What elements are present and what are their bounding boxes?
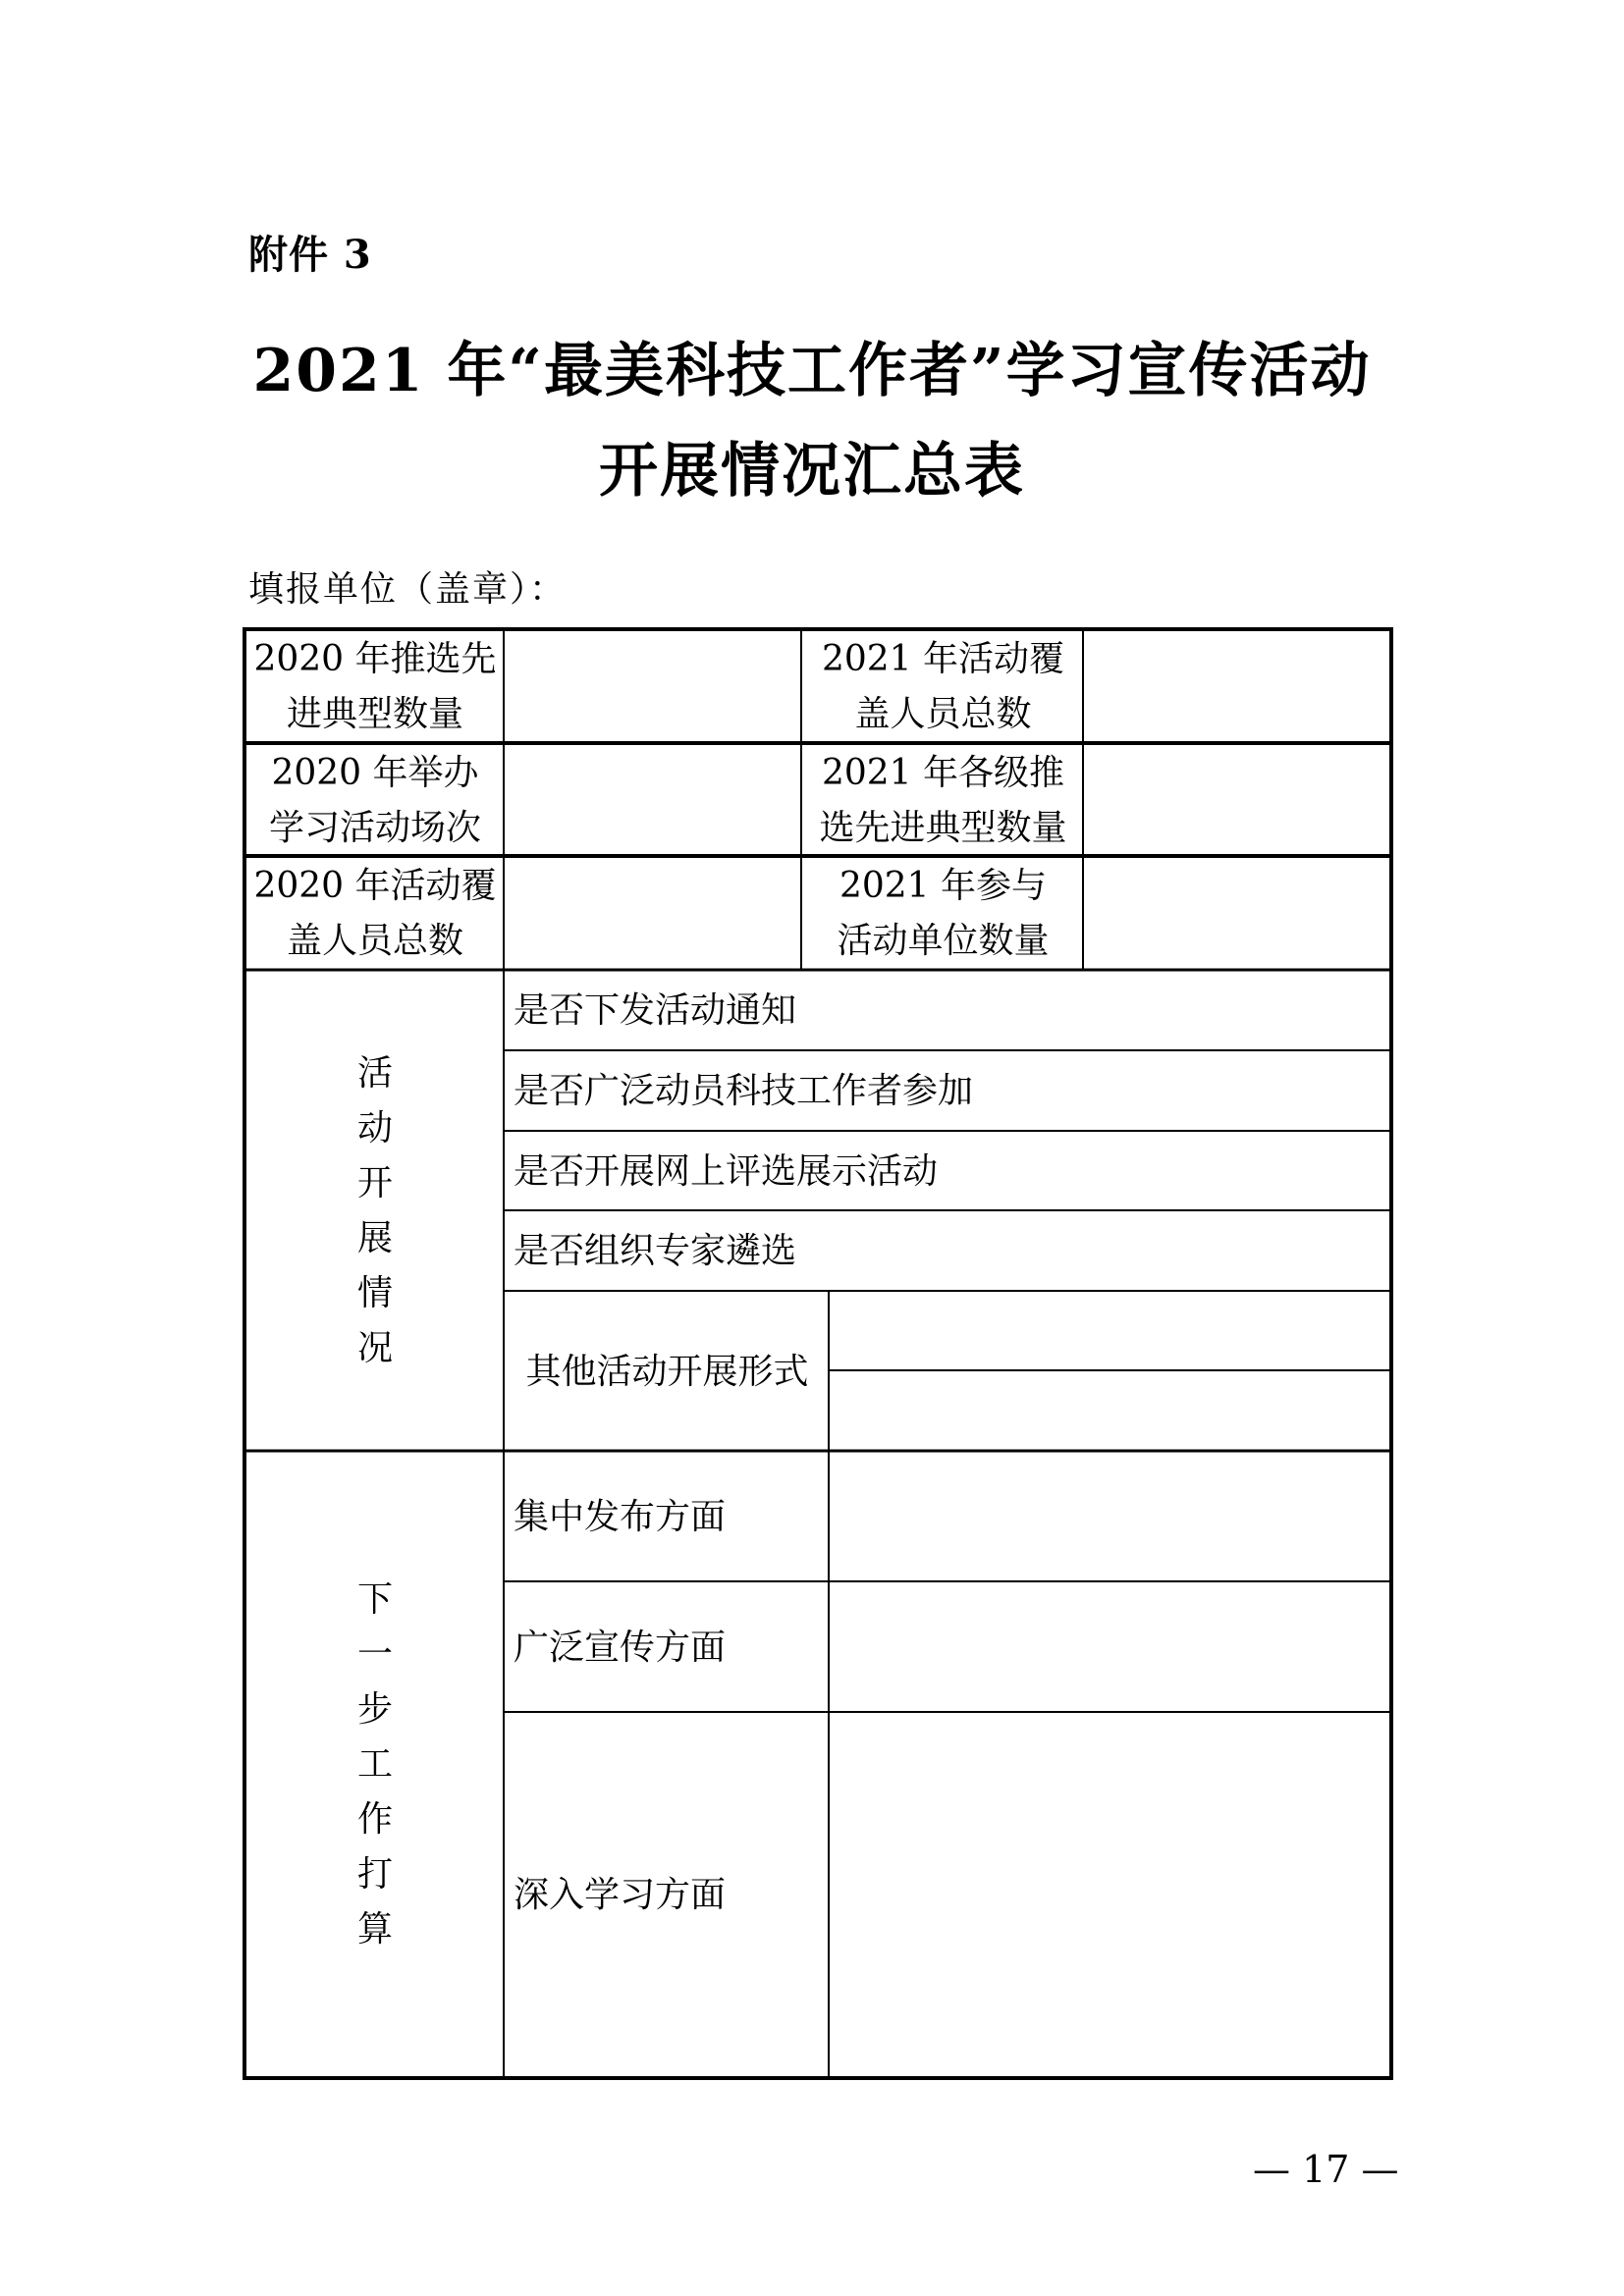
plan-item-broad-publicity: 广泛宣传方面	[514, 1627, 727, 1668]
stat-label-2020-coverage: 2020 年活动覆 盖人员总数	[253, 866, 497, 961]
other-forms-value-2[interactable]	[831, 1372, 1389, 1451]
plan-item-in-depth-study: 深入学习方面	[514, 1874, 727, 1915]
document-title-line-2: 开展情况汇总表	[599, 437, 1025, 506]
stat-label-2021-coverage: 2021 年活动覆 盖人员总数	[821, 639, 1065, 734]
plan-item-centralized-release: 集中发布方面	[514, 1496, 727, 1537]
reporting-unit-label: 填报单位（盖章）：	[248, 569, 568, 610]
activity-item-expert-selection: 是否组织专家遴选	[514, 1231, 797, 1271]
stat-label-2021-participating-units: 2021 年参与 活动单位数量	[837, 866, 1050, 961]
plan-value-in-depth-study[interactable]	[831, 1714, 1389, 2076]
stat-label-2020-typical-count: 2020 年推选先 进典型数量	[253, 639, 497, 734]
plan-value-broad-publicity[interactable]	[831, 1583, 1389, 1712]
stat-label-2021-typical-count: 2021 年各级推 选先进典型数量	[819, 752, 1067, 848]
stat-value-2021-typical-count[interactable]	[1085, 745, 1389, 856]
section-label-next-steps: 下 一 步 工 作 打 算	[356, 1578, 393, 1949]
section-label-activity: 活 动 开 展 情 况	[356, 1053, 393, 1368]
activity-item-mobilize: 是否广泛动员科技工作者参加	[514, 1071, 974, 1111]
activity-item-notice: 是否下发活动通知	[514, 990, 797, 1031]
plan-value-centralized-release[interactable]	[831, 1453, 1389, 1581]
document-title-line-1: 2021 年“最美科技工作者”学习宣传活动	[252, 337, 1372, 405]
page-number: — 17 —	[1253, 2148, 1399, 2191]
stat-label-2020-activity-sessions: 2020 年举办 学习活动场次	[268, 752, 481, 848]
attachment-label: 附件 3	[248, 232, 372, 278]
stat-value-2021-coverage[interactable]	[1085, 631, 1389, 743]
stat-value-2020-coverage[interactable]	[506, 858, 801, 970]
stat-value-2020-typical-count[interactable]	[506, 631, 801, 743]
other-forms-value-1[interactable]	[831, 1293, 1389, 1370]
activity-item-online-showcase: 是否开展网上评选展示活动	[514, 1150, 939, 1192]
activity-item-other-forms: 其他活动开展形式	[525, 1351, 809, 1392]
stat-value-2020-activity-sessions[interactable]	[506, 745, 801, 856]
stat-value-2021-participating-units[interactable]	[1085, 858, 1389, 970]
